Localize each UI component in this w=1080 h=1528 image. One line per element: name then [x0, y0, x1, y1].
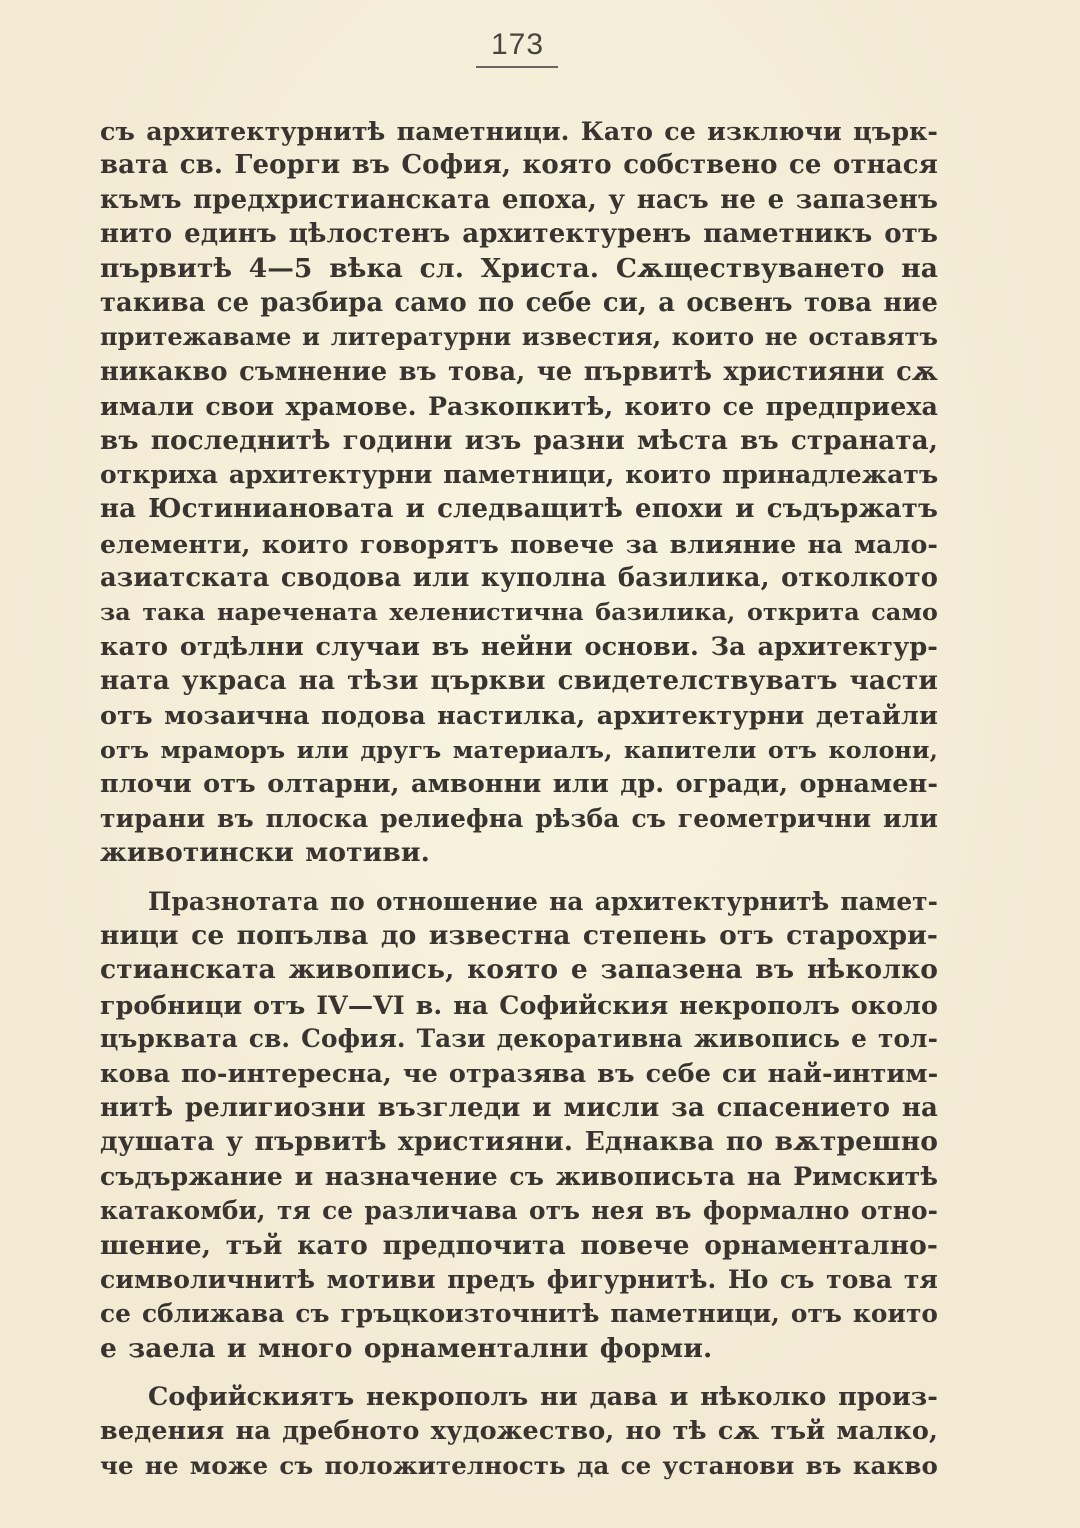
paragraph-gap	[100, 871, 938, 885]
text-line: отъ мраморъ или другъ материалъ, капители отъ колони,	[100, 736, 938, 765]
text-line: на Юстиниановата и следващитѣ епохи и съдържатъ	[100, 494, 938, 525]
text-line: притежаваме и литературни известия, които не оставятъ	[100, 322, 938, 352]
text-line: плочи отъ олтарни, амвонни или др. огради, орнамен-	[100, 769, 938, 800]
text-line: такива се разбира само по себе си, а освенъ това ние	[100, 287, 938, 318]
paragraph-3	[100, 1380, 938, 1483]
text-line: въ последнитѣ години изъ разни мѣста въ страната,	[100, 424, 938, 456]
text-line: откриха архитектурни паметници, които принадлежатъ	[100, 459, 938, 489]
paragraph-gap	[100, 1366, 938, 1380]
text-line: азиатската сводова или куполна базилика, отколкото	[100, 563, 938, 594]
text-line: ведения на дребното художество, но тѣ сѫ тъй малко,	[100, 1416, 938, 1447]
text-line: че не може съ положителность да се установи въ какво	[100, 1450, 938, 1480]
text-line: вата св. Георги въ София, която собствено се отнася	[100, 150, 938, 181]
text-line: животински мотиви.	[100, 837, 430, 869]
text-line: Празнотата по отношение на архитектурнитѣ памет-	[148, 886, 938, 916]
text-line: кова по-интересна, че отразява въ себе си най-интим-	[100, 1058, 938, 1089]
text-line: шение, тъй като предпочита повече орнаментално-	[100, 1229, 938, 1261]
text-line: душата у първитѣ християни. Еднаква по вѫтрешно	[100, 1126, 938, 1158]
text-line: имали свои храмове. Разкопкитѣ, които се предприеха	[100, 391, 938, 422]
text-line: съдържание и назначение съ живописьта на Римскитѣ	[100, 1161, 938, 1191]
text-line: катакомби, тя се различава отъ нея въ формално отно-	[100, 1196, 938, 1226]
text-line: съ архитектурнитѣ паметници. Като се изключи църк-	[100, 116, 938, 146]
text-line: нитѣ религиозни възгледи и мисли за спасението на	[100, 1092, 938, 1123]
text-line: гробници отъ IV—VI в. на Софийския некрополъ около	[100, 989, 938, 1020]
text-line: ната украса на тѣзи църкви свидетелствуватъ части	[100, 665, 938, 697]
text-line: първитѣ 4—5 вѣка сл. Христа. Сѫществуването на	[100, 252, 938, 284]
text-line: елементи, които говорятъ повече за влияние на мало-	[100, 528, 938, 559]
text-line: е заела и много орнаментални форми.	[100, 1332, 713, 1364]
text-line: никакво съмнение въ това, че първитѣ християни сѫ	[100, 356, 938, 387]
text-line: църквата св. София. Тази декоративна живопись е тол-	[100, 1024, 938, 1054]
text-line: тирани въ плоска релиефна рѣзба съ геометрични или	[100, 803, 938, 833]
text-line: отъ мозаична подова настилка, архитектурни детайли	[100, 700, 938, 731]
text-line: къмъ предхристианската епоха, у насъ не е запазенъ	[100, 184, 938, 215]
text-line: за така наречената хеленистична базилика, открита само	[100, 598, 938, 627]
paragraph-1	[100, 114, 938, 871]
text-line: нито единъ цѣлостенъ архитектуренъ паметникъ отъ	[100, 219, 938, 250]
text-line: стианската живопись, която е запазена въ нѣколко	[100, 954, 938, 986]
text-line: се сближава съ гръцкоизточнитѣ паметници, отъ които	[100, 1299, 938, 1329]
page-number-underline	[476, 66, 558, 68]
text-line: ници се попълва до известна степень отъ старохри-	[100, 919, 938, 951]
text-line: символичнитѣ мотиви предъ фигурнитѣ. Но съ това тя	[100, 1264, 938, 1294]
paragraph-2	[100, 885, 938, 1366]
text-line: като отдѣлни случаи въ нейни основи. За архитектур-	[100, 631, 938, 662]
text-body	[100, 114, 938, 1483]
page-number: 173	[490, 28, 545, 61]
text-line: Софийскиятъ некрополъ ни дава и нѣколко произ-	[148, 1382, 938, 1413]
